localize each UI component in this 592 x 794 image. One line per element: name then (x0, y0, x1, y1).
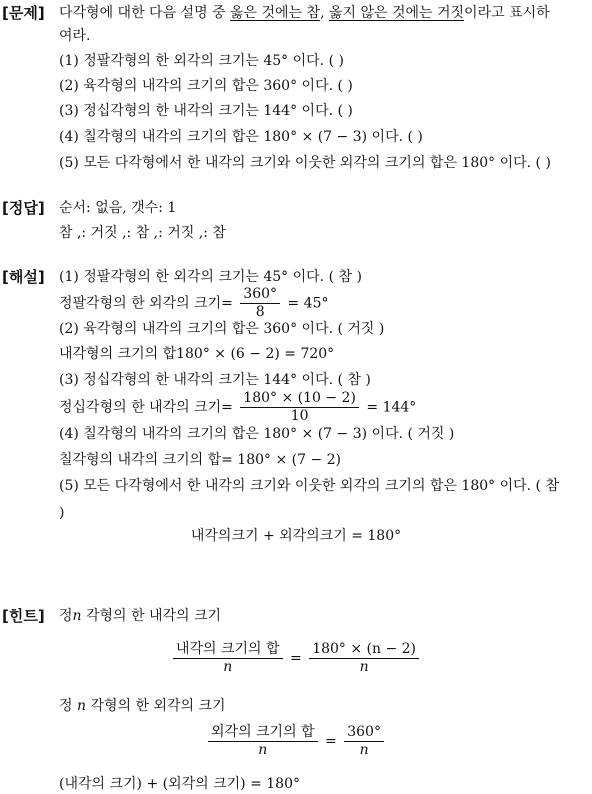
fraction-numerator: 360° (240, 286, 280, 304)
fraction-denominator: n (258, 742, 268, 758)
hint-1-text: 각형의 한 내각의 크기 (81, 608, 222, 624)
explanation-2-result: = 45° (283, 295, 329, 312)
fraction-numerator: 180° × (n − 2) (309, 641, 419, 659)
answer-line-1: 순서: 없음, 갯수: 1 (59, 200, 177, 216)
fraction-numerator: 360° (344, 724, 384, 742)
hint-line-3: (내각의 크기) + (외각의 크기) = 180° (59, 776, 300, 792)
problem-item-4: (4) 칠각형의 내각의 크기의 합은 180° × (7 − 3) 이다. ( ) (59, 129, 423, 145)
fraction-numerator: 외각의 크기의 합 (208, 724, 318, 742)
fraction-denominator: n (223, 659, 233, 675)
problem-label: [문제] (2, 4, 45, 22)
explanation-label: [해설] (2, 268, 45, 286)
problem-item-1: (1) 정팔각형의 한 외각의 크기는 45° 이다. ( ) (59, 53, 344, 69)
explanation-9: (5) 모든 다각형에서 한 내각의 크기와 이웃한 외각의 크기의 합은 180° 이다. ( 참 (59, 478, 559, 494)
fraction-numerator: 180° × (10 − 2) (240, 390, 359, 408)
explanation-2-text: 정팔각형의 한 외각의 크기= (59, 295, 238, 312)
explanation-6-result: = 144° (361, 399, 417, 416)
explanation-6-text: 정십각형의 한 내각의 크기= (59, 399, 238, 416)
equals-sign: = (320, 733, 342, 750)
problem-item-2: (2) 육각형의 내각의 크기의 합은 360° 이다. ( ) (59, 78, 353, 94)
problem-item-5: (5) 모든 다각형에서 한 내각의 크기와 이웃한 외각의 크기의 합은 180° 이다. ( ) (59, 155, 551, 171)
explanation-2 (59, 286, 328, 321)
hint-2-text: 각형의 한 외각의 크기 (86, 698, 226, 714)
intro-text: 다각형에 대한 다음 설명 중 (59, 5, 231, 21)
explanation-4: 내각형의 크기의 합180° × (6 − 2) = 720° (59, 346, 335, 362)
fraction-144-expression (240, 390, 359, 425)
hint-1-var: n (72, 608, 82, 624)
fraction-numerator: 내각의 크기의 합 (173, 641, 283, 659)
fraction-denominator: 10 (290, 408, 309, 424)
explanation-6 (59, 390, 416, 425)
answer-line-2: 참 ,: 거짓 ,: 참 ,: 거짓 ,: 참 (59, 225, 226, 241)
intro-text-end: 이라고 표시하 (464, 5, 550, 21)
fraction-interior-sum (173, 641, 283, 676)
fraction-denominator: n (359, 742, 369, 758)
hint-line-2 (59, 696, 226, 716)
fraction-360-over-8 (240, 286, 280, 321)
problem-item-3: (3) 정십각형의 한 내각의 크기는 144° 이다. ( ) (59, 103, 353, 119)
fraction-exterior-sum (208, 724, 318, 759)
explanation-11: 내각의크기 + 외각의크기 = 180° (190, 528, 402, 544)
hint-line-1 (59, 606, 221, 626)
hint-label: [힌트] (2, 607, 45, 625)
answer-label: [정답] (2, 199, 45, 217)
hint-formula-2 (0, 724, 592, 759)
fraction-denominator: 8 (255, 304, 265, 320)
explanation-8: 칠각형의 내각의 크기의 합= 180° × (7 − 2) (59, 452, 342, 468)
problem-intro-line2: 여라. (59, 28, 91, 44)
hint-2-var: n (76, 698, 87, 714)
fraction-360-n (344, 724, 384, 759)
explanation-7: (4) 칠각형의 내각의 크기의 합은 180° × (7 − 3) 이다. ( 거짓 ) (59, 426, 455, 442)
hint-formula-1 (0, 641, 592, 676)
hint-2-prefix: 정 (59, 698, 77, 714)
explanation-5: (3) 정십각형의 한 내각의 크기는 144° 이다. ( 참 ) (59, 372, 371, 388)
explanation-3: (2) 육각형의 내각의 크기의 합은 360° 이다. ( 거짓 ) (59, 321, 385, 337)
hint-1-prefix: 정 (59, 608, 73, 624)
explanation-1: (1) 정팔각형의 한 외각의 크기는 45° 이다. ( 참 ) (59, 269, 362, 285)
fraction-180-n-2 (309, 641, 419, 676)
equals-sign: = (285, 650, 307, 667)
intro-underlined-false: 옳지 않은 것에는 거짓 (328, 5, 465, 21)
explanation-10: ) (59, 505, 65, 521)
problem-intro-line1 (59, 3, 550, 23)
fraction-denominator: n (359, 659, 369, 675)
intro-underlined-true: 옳은 것에는 참 (230, 5, 321, 21)
intro-comma: , (320, 5, 329, 21)
